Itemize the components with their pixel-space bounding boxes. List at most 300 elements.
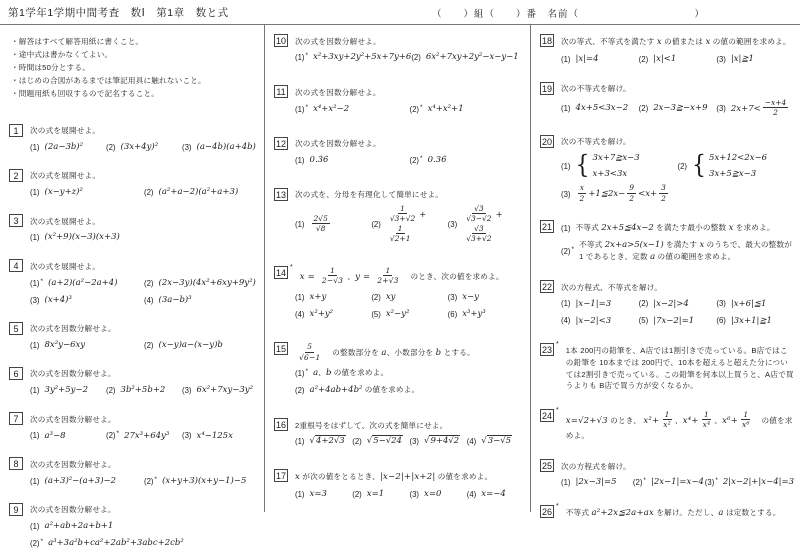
problem-22 <box>540 280 794 329</box>
problem-prompt <box>30 412 116 425</box>
problem-number: 13 <box>276 189 287 200</box>
item-value <box>45 141 84 154</box>
item-label: (2) <box>409 155 420 165</box>
fraction-numerator: x <box>579 183 585 193</box>
problem-item <box>448 308 524 321</box>
item-value <box>310 291 327 304</box>
item-value <box>651 476 704 489</box>
math-expression: x²+y² <box>309 308 334 319</box>
system-lines <box>593 152 640 181</box>
brace-glyph: { <box>692 151 707 181</box>
problem-prompt <box>30 169 100 182</box>
problem-item <box>410 103 525 116</box>
math-expression: +1≦2x− <box>588 189 626 200</box>
problem-number: 24 <box>542 411 553 422</box>
problem-prompt <box>561 459 631 472</box>
math-expression: a²+4ab+4b² <box>309 385 363 396</box>
item-value <box>197 430 233 443</box>
item-value <box>45 430 66 443</box>
problem-prompt <box>30 214 100 227</box>
item-label: (2) <box>409 104 420 114</box>
problem-number: 11 <box>274 85 288 98</box>
problem-14 <box>274 263 524 323</box>
math-expression: (a²+a−2)(a²+a+3) <box>158 187 239 198</box>
item-value <box>45 384 88 397</box>
exam-header <box>0 0 800 25</box>
math-expression: a <box>718 507 724 518</box>
problem-prompt <box>295 469 492 484</box>
problem-item <box>30 141 106 154</box>
item-label: (1) <box>561 478 571 488</box>
item-value <box>313 367 388 380</box>
problem-prompt <box>300 266 504 287</box>
fraction-denominator: √3−√2 <box>466 214 492 224</box>
problem-item <box>182 429 258 442</box>
math-expression: x=0 <box>424 489 442 500</box>
fraction-numerator: 5 <box>307 342 313 352</box>
problem-item <box>561 297 639 310</box>
math-expression: (3a−b)³ <box>158 294 192 305</box>
item-label: (1) <box>295 220 305 230</box>
math-expression: x = <box>299 271 318 282</box>
math-expression: 27x³+64y³ <box>124 430 170 441</box>
item-value <box>367 488 384 501</box>
name-class-number-field: （ ）組（ ）番 名前（ ） <box>432 9 706 20</box>
problem-number: 25 <box>542 461 553 472</box>
problem-prompt <box>30 503 116 516</box>
item-star: * <box>40 277 44 285</box>
item-label: (1) <box>295 292 305 302</box>
math-expression: y = <box>355 271 374 282</box>
problem-number: 22 <box>542 282 553 293</box>
item-value <box>159 277 256 290</box>
problem-item <box>371 308 447 321</box>
item-value <box>45 294 72 307</box>
text: 不等式 <box>575 222 602 232</box>
problem-header <box>540 280 794 293</box>
problem-prompt <box>566 409 794 442</box>
item-label: (1) <box>561 161 571 171</box>
item-label: (1) <box>295 369 305 379</box>
item-value <box>462 308 486 321</box>
fraction <box>659 183 668 203</box>
sqrt-body: 9+4√2 <box>430 436 460 447</box>
problem-11 <box>274 85 524 117</box>
math-expression: 2x+5≦4x−2 <box>601 222 654 233</box>
math-expression: x=1 <box>366 489 385 500</box>
math-expression: (a+2)(a²−2a+4) <box>48 277 118 288</box>
problem-prompt <box>295 137 381 150</box>
item-value <box>653 102 707 115</box>
problem-prompt <box>566 343 794 392</box>
item-label: (3) <box>447 292 458 302</box>
text: 次の方程式を解け。 <box>561 461 631 471</box>
item-label: (1) <box>561 54 571 64</box>
text: 不等式 <box>579 239 605 249</box>
item-star: * <box>305 103 309 111</box>
item-value <box>45 475 117 488</box>
item-value <box>424 435 460 448</box>
problem-row <box>295 488 524 501</box>
problem-header <box>9 367 258 380</box>
item-label: (6) <box>716 316 726 326</box>
problem-item <box>30 339 144 352</box>
item-value <box>310 384 420 397</box>
item-label: (2) <box>106 142 116 152</box>
fraction <box>297 342 322 362</box>
text: 、 <box>318 368 326 378</box>
item-label: (4) <box>466 490 477 499</box>
math-expression: x <box>656 36 662 47</box>
math-expression: (2a−3b)² <box>44 141 84 152</box>
fraction <box>312 214 330 234</box>
item-value <box>45 186 83 199</box>
problem-item <box>295 103 410 116</box>
problem-item <box>716 99 794 119</box>
problem-prompt <box>295 85 381 98</box>
math-expression: |x−2|+|x+2| <box>379 471 436 482</box>
item-value <box>731 298 767 311</box>
problem-item <box>295 154 410 167</box>
problem-prompt <box>561 280 662 293</box>
text: の整数部分を <box>324 348 382 358</box>
math-expression: x=3 <box>309 489 327 500</box>
text: 次の式を因数分解せよ。 <box>30 369 116 379</box>
item-label: (2) <box>638 54 649 64</box>
problem-row <box>30 294 258 307</box>
fraction-denominator: x⁶ <box>742 419 750 429</box>
problem-item <box>410 154 525 167</box>
fraction <box>627 183 636 203</box>
problem-number: 9 <box>9 503 23 516</box>
item-label: (2) <box>638 104 649 114</box>
math-expression: x=√2+√3 <box>565 415 608 426</box>
problem-item <box>561 222 794 235</box>
note-line: ・解答はすべて解答用紙に書くこと。 <box>11 37 144 46</box>
math-expression: (2x−3y)(4x²+6xy+9y²) <box>158 277 256 288</box>
problem-item <box>448 205 524 245</box>
fraction-numerator: 1 <box>385 266 391 276</box>
fraction-denominator: 2 <box>579 193 585 203</box>
item-value <box>45 520 114 533</box>
fraction <box>388 224 413 244</box>
problem-header <box>9 214 258 227</box>
problem-header <box>274 263 524 287</box>
exam-notes <box>11 36 258 101</box>
problem-item <box>371 205 447 245</box>
item-label: (6) <box>447 309 458 319</box>
item-value <box>197 141 256 154</box>
item-value <box>731 315 772 328</box>
problem-row <box>30 429 258 442</box>
problem-19 <box>540 82 794 121</box>
problem-item <box>295 308 371 321</box>
problem-header <box>274 188 524 201</box>
problem-prompt <box>295 34 381 47</box>
math-expression: + <box>419 210 427 221</box>
math-expression: a³−8 <box>44 430 66 441</box>
item-value <box>48 277 117 290</box>
item-label: (4) <box>144 295 154 305</box>
item-label: (1) <box>561 104 571 114</box>
problem-4 <box>9 259 258 308</box>
problem-row <box>561 53 794 66</box>
item-value <box>48 537 184 550</box>
item-star: * <box>116 430 120 438</box>
fraction <box>661 410 673 430</box>
item-value <box>310 435 346 448</box>
problem-item <box>295 488 352 501</box>
item-label: (3) <box>30 295 40 305</box>
math-expression: 6x²+7xy−3y² <box>196 385 254 396</box>
item-label: (1) <box>30 431 40 441</box>
item-value <box>386 205 448 245</box>
item-label: (2) <box>371 220 381 230</box>
problem-prompt <box>30 457 116 470</box>
problem-number: 4 <box>9 259 23 272</box>
item-label: (3) <box>409 437 420 447</box>
column-1 <box>0 25 264 549</box>
problem-item <box>295 367 524 380</box>
item-value <box>576 184 670 204</box>
item-value <box>121 384 166 397</box>
item-value <box>310 308 334 321</box>
math-expression: a³+3a²b+ca²+2ab²+3abc+2cb² <box>48 538 184 549</box>
math-expression: |x−2|<3 <box>575 315 612 326</box>
math-expression: |x|<1 <box>653 53 677 64</box>
item-value <box>197 384 253 397</box>
problem-6 <box>9 367 258 399</box>
math-expression: (x−y+z)² <box>44 187 83 198</box>
text: の値を求めよ。 <box>435 471 493 481</box>
item-label: (1) <box>295 53 305 63</box>
text: 次の式を因数分解せよ。 <box>295 139 381 149</box>
item-label: (2) <box>352 437 362 447</box>
item-star: * <box>154 475 158 483</box>
math-expression: b <box>435 348 442 359</box>
fraction-denominator: 2+√3 <box>377 276 399 286</box>
problem-item <box>639 53 717 66</box>
item-value <box>653 315 694 328</box>
text: の値または <box>661 36 706 46</box>
problem-item <box>30 520 258 533</box>
math-expression: |x|=4 <box>575 53 599 64</box>
problem-item <box>295 435 352 448</box>
problem-star: * <box>556 341 559 349</box>
problem-24 <box>540 409 794 445</box>
item-value <box>731 53 754 66</box>
math-expression: (x−y)a−(x−y)b <box>158 339 223 350</box>
item-label: (2) <box>30 538 40 548</box>
problem-header <box>274 342 524 363</box>
problem-item <box>633 476 705 489</box>
problem-item <box>561 53 639 66</box>
sqrt-expression <box>367 435 403 446</box>
math-expression: x=−4 <box>481 489 506 500</box>
math-expression: 2|x−2|+|x−4|=3 <box>722 477 795 488</box>
item-star: * <box>40 537 44 545</box>
text: 次の式を、分母を有理化して簡単にせよ。 <box>295 190 444 200</box>
text: の値を求めよ。 <box>331 368 389 378</box>
problem-header <box>274 418 524 431</box>
item-value <box>481 435 512 448</box>
item-label: (2) <box>106 431 116 441</box>
text: 、 <box>347 271 356 281</box>
system-line: x+3<3x <box>592 168 628 179</box>
problem-item <box>411 51 524 64</box>
math-expression: |x|≧1 <box>730 53 754 64</box>
sqrt-expression <box>310 435 346 446</box>
problem-row <box>30 520 258 533</box>
problem-number: 8 <box>9 457 23 470</box>
item-label: (3) <box>561 189 571 199</box>
item-label: (1) <box>295 104 305 114</box>
item-label: (1) <box>30 233 40 243</box>
problem-number: 14 <box>276 267 287 278</box>
page-title: 第1学年1学期中間考査 数Ⅰ 第1章 数と式 <box>8 7 229 19</box>
problem-star: * <box>556 407 559 415</box>
item-label: (2) <box>561 246 571 256</box>
math-expression: 6x²+7xy+2y²−x−y−1 <box>425 52 519 63</box>
item-value <box>576 102 629 115</box>
item-label: (1) <box>30 386 40 396</box>
item-label: (1) <box>30 278 40 288</box>
item-star: * <box>571 245 575 253</box>
text: 次の式を因数分解せよ。 <box>295 87 381 97</box>
fraction <box>320 266 345 286</box>
item-value <box>576 53 599 66</box>
item-label: (5) <box>638 316 649 326</box>
problem-item <box>30 384 106 397</box>
item-value <box>576 222 775 235</box>
problem-row <box>561 220 794 235</box>
fraction <box>375 266 400 286</box>
item-value <box>462 291 479 304</box>
item-label: (1) <box>30 142 40 152</box>
problem-5 <box>9 322 258 354</box>
fraction-denominator: 2 <box>629 193 635 203</box>
problem-row <box>30 186 258 199</box>
problem-item <box>716 297 794 310</box>
item-value <box>576 152 640 181</box>
problem-prompt <box>561 82 631 95</box>
problem-prompt <box>30 259 100 272</box>
item-label: (3) <box>182 142 192 152</box>
text: の値を求めよ。 <box>565 415 793 441</box>
item-label: (1) <box>295 437 305 447</box>
item-label: (3) <box>182 386 192 396</box>
problem-number: 21 <box>542 222 553 233</box>
problem-item <box>561 476 633 489</box>
exam-body <box>0 25 800 549</box>
item-label: (4) <box>466 437 477 447</box>
item-label: (2) <box>106 386 116 396</box>
problem-item <box>144 277 258 290</box>
fraction-numerator: 1 <box>330 266 336 276</box>
math-expression: a <box>650 252 656 263</box>
fraction-denominator: x² <box>663 419 671 429</box>
problem-item <box>410 488 467 501</box>
problem-header <box>540 409 794 442</box>
system-line: 3x+5≧x−3 <box>709 168 757 179</box>
problem-number: 6 <box>9 367 23 380</box>
text: を解け。ただし、 <box>654 507 719 517</box>
column-3 <box>530 25 800 518</box>
problem-prompt <box>561 34 791 49</box>
problem-number: 20 <box>542 136 553 147</box>
problem-item <box>144 475 258 488</box>
problem-number: 19 <box>542 83 553 94</box>
item-value <box>45 339 86 352</box>
problem-prompt <box>30 367 116 380</box>
item-label: (3) <box>182 431 192 441</box>
text: 次の不等式を解け。 <box>561 137 631 147</box>
math-expression: a <box>381 348 387 359</box>
item-value <box>386 308 410 321</box>
problem-row <box>561 314 794 327</box>
item-value <box>159 186 239 199</box>
fraction-denominator: √8 <box>315 224 326 234</box>
item-label: (2) <box>144 188 154 198</box>
item-value <box>159 339 223 352</box>
problem-header <box>9 503 258 516</box>
text: の値の範囲を求めよ。 <box>655 252 736 262</box>
item-value <box>579 239 794 265</box>
problem-item <box>705 476 794 489</box>
brace-glyph: { <box>575 151 590 181</box>
math-expression: |x−1|=3 <box>575 298 612 309</box>
problem-row <box>30 231 258 244</box>
text: 次の方程式、不等式を解け。 <box>561 282 663 292</box>
text: 次の式を因数分解せよ。 <box>30 324 116 334</box>
problem-item <box>30 475 144 488</box>
item-value <box>576 315 612 328</box>
problem-number: 10 <box>276 36 287 46</box>
text: 次の式を因数分解せよ。 <box>30 505 116 515</box>
problem-prompt <box>295 418 447 431</box>
fraction-numerator: 1 <box>703 409 709 419</box>
problem-item <box>144 186 258 199</box>
problem-item <box>716 314 794 327</box>
problem-header <box>9 124 258 137</box>
problem-item <box>144 294 258 307</box>
problem-2 <box>9 169 258 201</box>
problem-row <box>30 384 258 397</box>
math-expression: a²+2x≦2a+ax <box>591 507 655 518</box>
item-label: (3) <box>716 54 726 64</box>
fraction-denominator: √6−1 <box>299 352 321 362</box>
fraction-numerator: 1 <box>400 204 405 214</box>
text: 、小数部分を <box>386 348 436 358</box>
item-star: * <box>643 477 646 485</box>
problem-23 <box>540 343 794 395</box>
text: 次の式を因数分解せよ。 <box>30 414 116 424</box>
problem-prompt <box>566 505 781 520</box>
system-line: 5x+12<2x−6 <box>709 152 768 163</box>
item-label: (3) <box>716 299 726 309</box>
math-expression: 3y²+5y−2 <box>44 385 89 396</box>
problem-20 <box>540 135 794 207</box>
item-star: * <box>305 368 309 376</box>
problem-number: 2 <box>9 169 23 182</box>
math-expression: (3x+4y)² <box>120 141 159 152</box>
problem-header <box>540 34 794 49</box>
problem-1 <box>9 124 258 156</box>
item-value <box>462 205 524 245</box>
problem-header <box>9 412 258 425</box>
math-expression: 0.3̇6̇ <box>309 154 329 165</box>
math-expression: 3b²+5b+2 <box>120 385 166 396</box>
